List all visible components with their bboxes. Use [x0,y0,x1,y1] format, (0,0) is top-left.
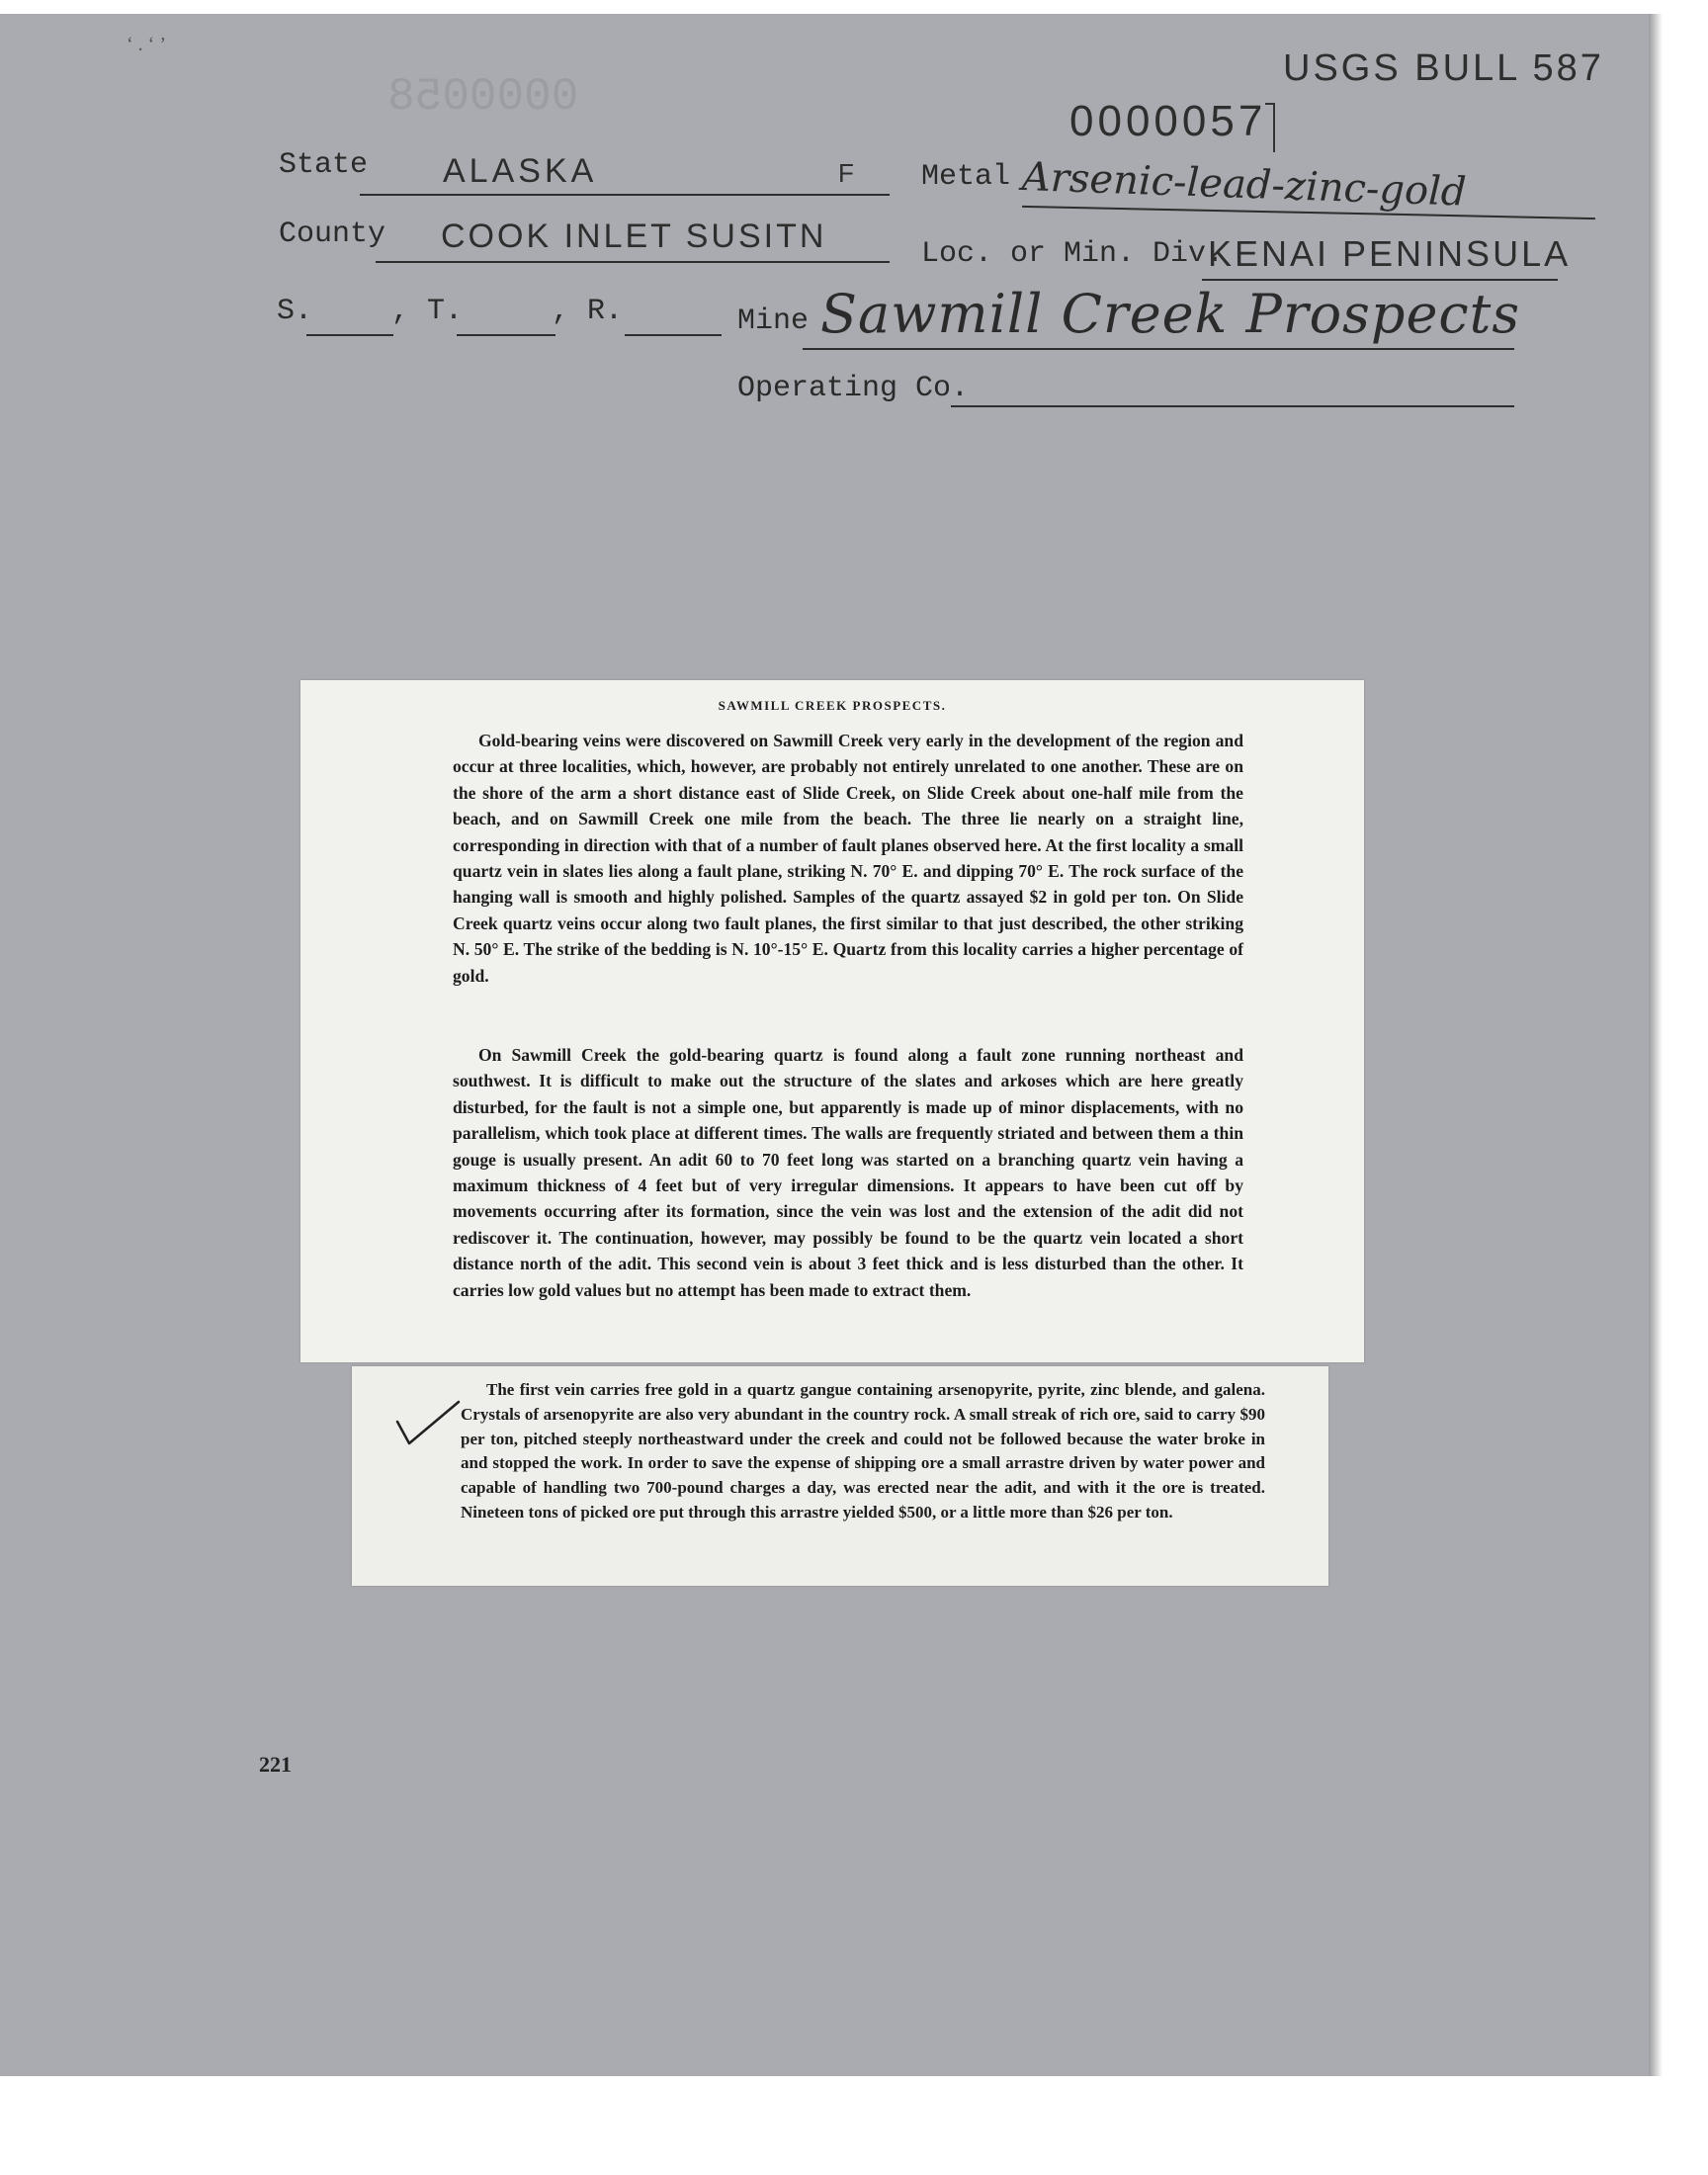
corner-marks: ‘ . ‘ ’ [127,34,166,55]
state-label: State [279,148,369,182]
mine-value: Sawmill Creek Prospects [820,283,1521,345]
index-card [0,14,1649,2076]
clipping-paragraph-3: The first vein carries free gold in a quartz gangue containing arsenopyrite, pyrite, zinc blende, and galena. Crystals of arsenopyrite are also very abundant in the country rock. A small streak of rich ore, said to carry $90 per ton, pitched steeply northeastward under the creek and could not be followed because the water broke in and stopped the work. In order to save the expense of shipping ore a small arrastre driven by water power and capable of handling two 700-pound charges a day, was erected near the adit, and with it the ore is treated. Nineteen tons of picked ore put through this arrastre yielded $500, or a little more than $26 per ton. [461,1380,1265,1522]
clipping-upper [300,680,1364,1362]
clipping-title: SAWMILL CREEK PROSPECTS. [718,698,947,713]
state-mark: F [838,158,856,188]
number-bracket [1265,103,1275,152]
state-underline [360,194,890,196]
county-label: County [279,218,386,251]
loc-label: Loc. or Min. Div. [921,237,1225,271]
metal-value: Arsenic-lead-zinc-gold [1021,154,1468,216]
county-underline [376,261,890,263]
section-underline [306,334,393,336]
township-underline [457,334,555,336]
clipping-paragraph-2: On Sawmill Creek the gold-bearing quartz is found along a fault zone running northeast and southwest. It is difficult to make out the structure of the slates and arkoses which are here greatly disturbed, for the fault is not a simple one, but apparently is made up of minor displacements, with no parallelism, which took place at different times. The walls are frequently striated and between them a thin gouge is usually present. An adit 60 to 70 feet long was started on a branching quartz vein having a maximum thickness of 4 feet but of very irregular dimensions. It appears to have been cut off by movements occurring after its formation, since the vein was lost and the extension of the adit did not rediscover it. The continuation, however, may possibly be found to be the quartz vein located a short distance north of the adit. This second vein is about 3 feet thick and is less disturbed than the other. It carries low gold values but no attempt has been made to extract them. [453,1045,1243,1300]
page-number: 221 [259,1752,292,1777]
checkmark-icon [393,1398,463,1447]
metal-label: Metal [921,160,1011,194]
township-label: , T. [391,295,464,328]
clipping-lower [352,1366,1328,1586]
card-edge-shadow [1649,14,1663,2076]
document-number: 0000057 [1069,97,1267,145]
usgs-reference: USGS BULL 587 [1283,47,1604,89]
ghost-number: 0000058 [387,71,579,123]
section-label: S. [277,295,313,328]
mine-label: Mine [737,304,810,338]
operating-underline [951,405,1514,407]
loc-underline [1202,279,1558,281]
county-value: COOK INLET SUSITN [441,218,827,255]
operating-label: Operating Co. [737,372,970,405]
loc-value: KENAI PENINSULA [1208,233,1572,274]
range-underline [625,334,722,336]
state-value: ALASKA [443,152,598,190]
mine-underline [803,348,1514,350]
range-label: , R. [552,295,624,328]
clipping-paragraph-1: Gold-bearing veins were discovered on Sawmill Creek very early in the development of the region and occur at three localities, which, however, are probably not entirely unrelated to one another. These are on the shore of the arm a short distance east of Slide Creek, on Slide Creek about one-half mile from the beach, and on Sawmill Creek one mile from the beach. The three lie nearly on a straight line, corresponding in direction with that of a number of fault planes observed here. At the first locality a small quartz vein in slates lies along a fault plane, striking N. 70° E. and dipping 70° E. The rock surface of the hanging wall is smooth and highly polished. Samples of the quartz assayed $2 in gold per ton. On Slide Creek quartz veins occur along two fault planes, the first similar to that just described, the other striking N. 50° E. The strike of the bedding is N. 10°-15° E. Quartz from this locality carries a higher percentage of gold. [453,731,1243,986]
